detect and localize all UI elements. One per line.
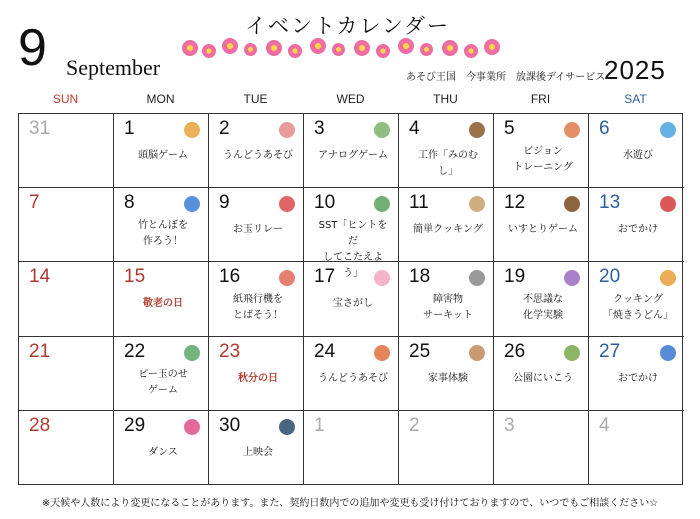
calendar-day-cell [114, 411, 209, 485]
event-illustration-icon [469, 196, 485, 212]
event-illustration-icon [564, 196, 580, 212]
event-label: 不思議な 化学実験 [523, 294, 563, 322]
event-illustration-icon [279, 419, 295, 435]
calendar-day-cell [399, 411, 494, 485]
event-illustration-icon [469, 270, 485, 286]
day-number: 9 [219, 192, 230, 214]
day-number: 30 [219, 414, 241, 436]
event-illustration-icon [660, 345, 676, 361]
calendar-day-cell [399, 262, 494, 336]
event-illustration-icon [374, 270, 390, 286]
day-number: 31 [29, 118, 51, 139]
calendar-day-cell [19, 262, 114, 336]
calendar-day-cell [114, 114, 209, 188]
calendar-day-cell [209, 262, 304, 336]
event-label: 簡単クッキング [413, 224, 483, 236]
day-number: 5 [504, 118, 515, 139]
event-label: 紙飛行機を とばそう！ [233, 294, 283, 322]
day-number: 13 [599, 192, 621, 214]
day-number: 3 [504, 414, 515, 436]
day-number: 26 [504, 340, 526, 362]
event-label: 竹とんぼを 作ろう！ [138, 220, 188, 248]
calendar-day-cell [494, 114, 589, 188]
calendar-day-cell [304, 262, 399, 336]
calendar-day-cell [209, 411, 304, 485]
day-number: 3 [314, 118, 325, 139]
calendar-day-cell [209, 188, 304, 262]
calendar-day-cell [304, 114, 399, 188]
day-number: 25 [409, 340, 431, 362]
calendar-day-cell [494, 411, 589, 485]
day-number: 19 [504, 266, 526, 288]
day-number: 15 [124, 266, 146, 288]
calendar-day-cell [494, 337, 589, 411]
day-number: 20 [599, 266, 621, 288]
event-label: ダンス [148, 446, 178, 458]
event-illustration-icon [279, 270, 295, 286]
weekday-header-row [18, 92, 684, 112]
weekday-sat: SAT [624, 92, 647, 106]
day-number: 14 [29, 266, 51, 288]
event-label: 秋分の日 [238, 372, 278, 384]
organization-name: あそび王国 今事業所 放課後デイサービス [406, 72, 606, 83]
event-illustration-icon [564, 270, 580, 286]
calendar-day-cell [399, 188, 494, 262]
calendar-day-cell [209, 114, 304, 188]
weekday-tue: TUE [243, 92, 268, 106]
day-number: 24 [314, 340, 336, 362]
calendar-grid [18, 113, 683, 485]
event-illustration-icon [374, 196, 390, 212]
flower-decoration [178, 38, 508, 60]
event-illustration-icon [469, 122, 485, 138]
calendar-day-cell [19, 411, 114, 485]
day-number: 10 [314, 192, 336, 214]
event-label: お玉リレー [233, 224, 283, 236]
event-label: クッキング 「焼きうどん」 [603, 294, 673, 322]
day-number: 23 [219, 340, 241, 362]
event-label: アナログゲーム [318, 150, 388, 161]
day-number: 2 [219, 118, 230, 139]
calendar-header [0, 0, 700, 92]
event-illustration-icon [374, 122, 390, 138]
calendar-title: イベントカレンダー [245, 14, 451, 38]
event-illustration-icon [660, 122, 676, 138]
day-number: 7 [29, 192, 40, 214]
day-number: 17 [314, 266, 336, 288]
calendar-day-cell [114, 262, 209, 336]
year: 2025 [604, 55, 666, 85]
calendar-day-cell [304, 337, 399, 411]
event-illustration-icon [374, 345, 390, 361]
calendar-day-cell [399, 114, 494, 188]
event-label: おでかけ [618, 372, 658, 384]
day-number: 11 [409, 192, 429, 214]
calendar-day-cell [589, 411, 684, 485]
event-illustration-icon [184, 419, 200, 435]
event-label: おでかけ [618, 224, 658, 236]
calendar-day-cell [399, 337, 494, 411]
event-label: いすとりゲーム [508, 224, 578, 236]
event-label: SST「ヒントをだ してこたえよう」 [318, 220, 388, 280]
event-label: 宝さがし [333, 298, 373, 310]
calendar-day-cell [114, 188, 209, 262]
calendar-day-cell [19, 188, 114, 262]
weekday-thu: THU [433, 92, 458, 106]
event-illustration-icon [184, 196, 200, 212]
month-name: September [66, 55, 161, 80]
day-number: 1 [124, 118, 135, 139]
calendar-day-cell [589, 114, 684, 188]
day-number: 22 [124, 340, 146, 362]
calendar-day-cell [589, 262, 684, 336]
calendar-day-cell [19, 114, 114, 188]
event-illustration-icon [660, 196, 676, 212]
event-illustration-icon [279, 122, 295, 138]
event-illustration-icon [660, 270, 676, 286]
event-illustration-icon [564, 345, 580, 361]
weekday-fri: FRI [530, 92, 551, 106]
calendar-day-cell [494, 262, 589, 336]
event-label: 工作「みのむし」 [418, 150, 478, 177]
day-number: 6 [599, 118, 610, 139]
day-number: 12 [504, 192, 526, 214]
calendar-day-cell [114, 337, 209, 411]
day-number: 8 [124, 192, 135, 214]
event-label: 頭脳ゲーム [138, 150, 188, 161]
day-number: 1 [314, 414, 325, 436]
event-label: 公園にいこう [513, 372, 573, 384]
event-illustration-icon [184, 122, 200, 138]
event-label: うんどうあそび [318, 372, 388, 384]
month-number: 9 [18, 19, 47, 77]
calendar-day-cell [589, 337, 684, 411]
event-illustration-icon [564, 122, 580, 138]
calendar-day-cell [19, 337, 114, 411]
calendar-day-cell [589, 188, 684, 262]
day-number: 21 [29, 340, 51, 362]
event-label: うんどうあそび [223, 150, 293, 161]
footer-note: ※天候や人数により変更になることがあります。また、契約日数内での追加や変更も受け付けておりますので、いつでもご相談ください☆ [41, 498, 659, 509]
day-number: 27 [599, 340, 621, 362]
day-number: 16 [219, 266, 241, 288]
weekday-mon: MON [146, 92, 175, 106]
weekday-sun: SUN [52, 92, 79, 106]
day-number: 2 [409, 414, 420, 436]
day-number: 29 [124, 414, 146, 436]
event-label: 水遊び [623, 150, 653, 161]
event-label: 敬老の日 [143, 298, 183, 310]
event-illustration-icon [279, 196, 295, 212]
calendar-day-cell [494, 188, 589, 262]
calendar-day-cell [304, 411, 399, 485]
day-number: 28 [29, 414, 51, 436]
day-number: 4 [599, 414, 610, 436]
weekday-wed: WED [336, 92, 365, 106]
event-label: ピー玉のせ ゲーム [138, 368, 188, 396]
event-illustration-icon [469, 345, 485, 361]
event-label: ビジョン トレーニング [513, 146, 573, 173]
event-label: 家事体験 [428, 372, 468, 384]
event-label: 上映会 [243, 446, 273, 458]
calendar-day-cell [209, 337, 304, 411]
day-number: 18 [409, 266, 431, 288]
day-number: 4 [409, 118, 420, 139]
event-label: 障害物 サーキット [423, 294, 473, 322]
event-illustration-icon [184, 345, 200, 361]
